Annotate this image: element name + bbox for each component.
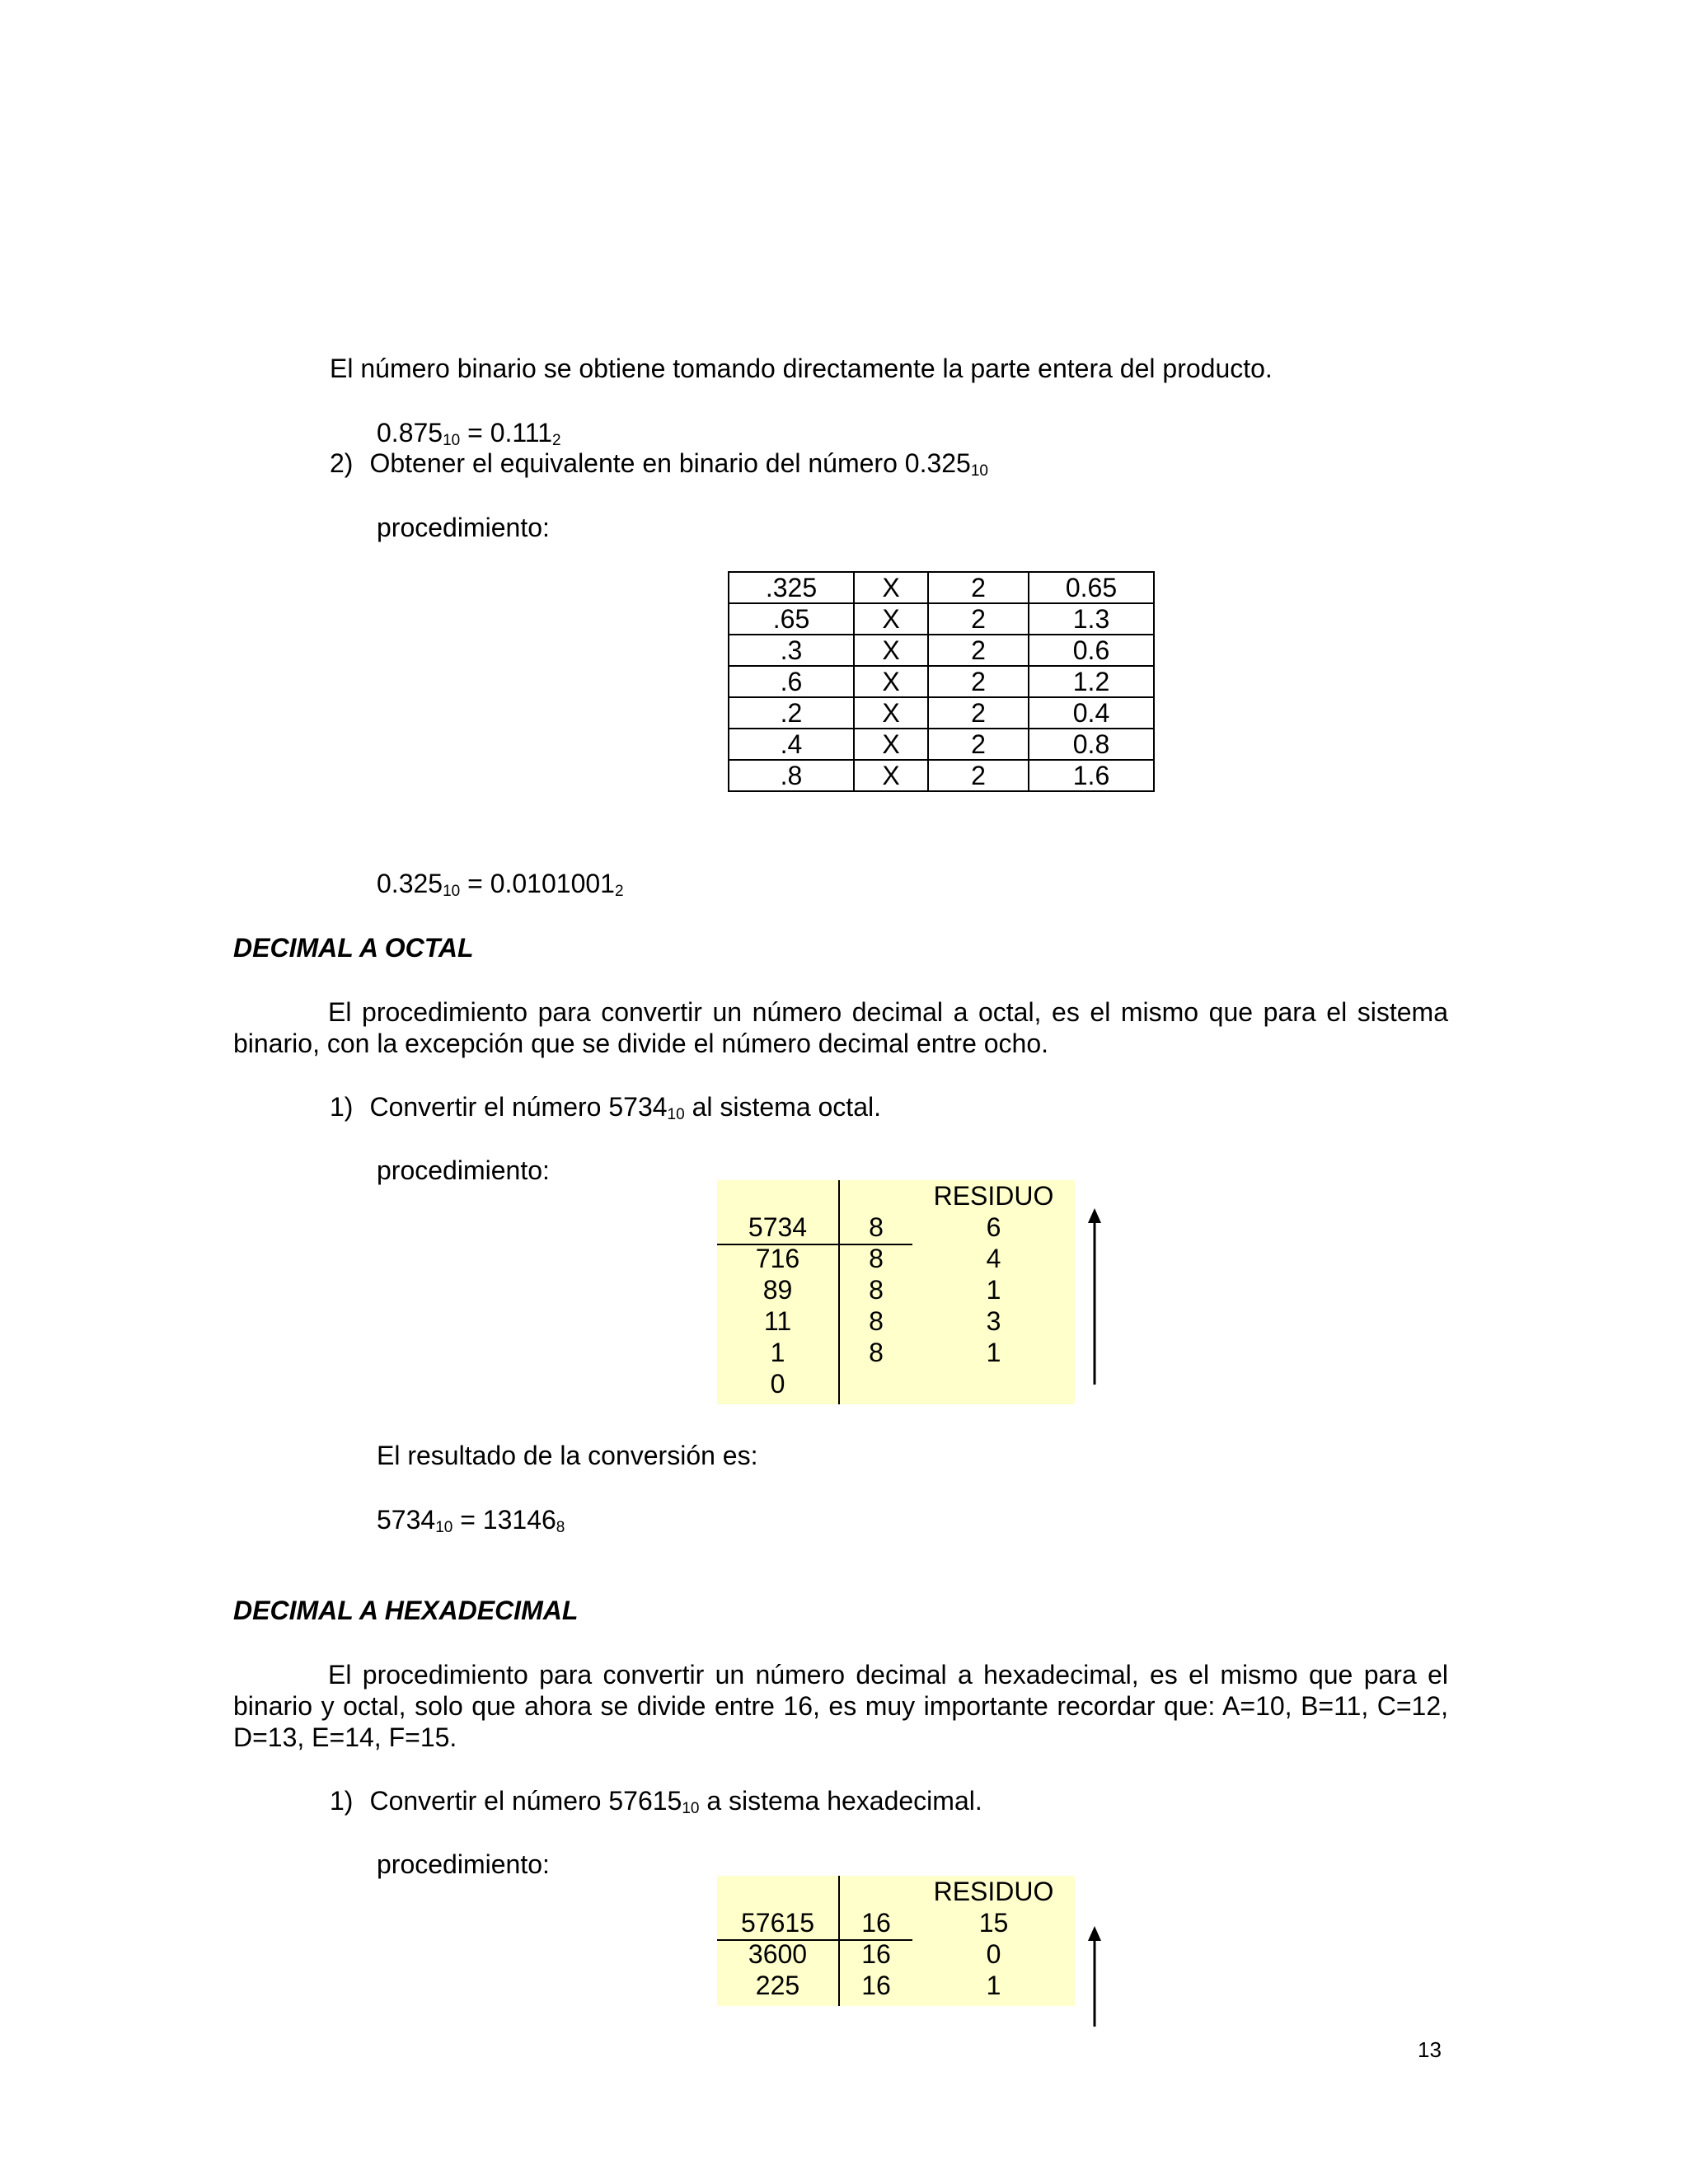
table-row	[729, 635, 1154, 666]
hex-paragraph: El procedimiento para convertir un número decimal a hexadecimal, es el mismo que para el binario y octal, solo que ahora se divide entre 16, es muy importante recordar que: A=10, B=11, C=12, D=13, E=14, F=15.	[233, 1660, 1448, 1752]
table-cell: 2	[928, 666, 1029, 697]
table-row	[729, 697, 1154, 729]
divisor-cell: 16	[861, 1939, 891, 1969]
table-cell: .325	[729, 572, 854, 603]
table-row	[729, 729, 1154, 760]
table-cell: 0.6	[1029, 635, 1154, 666]
table-cell: X	[854, 572, 928, 603]
residue-cell: 6	[986, 1212, 1001, 1242]
table-cell: X	[854, 760, 928, 791]
dividend-cell: 3600	[748, 1939, 808, 1969]
table-cell: 2	[928, 603, 1029, 635]
table-cell: X	[854, 603, 928, 635]
residue-cell: 1	[986, 1338, 1001, 1367]
section-heading-octal: DECIMAL A OCTAL	[233, 933, 474, 963]
residue-cell: 1	[986, 1971, 1001, 2000]
octal-procedure-label: procedimiento:	[377, 1155, 550, 1185]
hex-division-table	[717, 1876, 1075, 2006]
procedure-label: procedimiento:	[377, 513, 550, 542]
table-cell: 1.2	[1029, 666, 1154, 697]
residuo-header-row	[717, 1180, 1075, 1212]
table-cell: 2	[928, 635, 1029, 666]
table-cell: 0.4	[1029, 697, 1154, 729]
octal-result-label: El resultado de la conversión es:	[377, 1441, 758, 1470]
page-number: 13	[1418, 2037, 1442, 2062]
residuo-header: RESIDUO	[933, 1877, 1054, 1906]
table-row	[729, 666, 1154, 697]
division-row	[717, 1938, 1075, 1970]
division-row	[717, 1243, 1075, 1274]
table-row	[729, 603, 1154, 635]
table-cell: X	[854, 666, 928, 697]
table-cell: 0.8	[1029, 729, 1154, 760]
table-cell: .4	[729, 729, 854, 760]
division-row	[717, 1212, 1075, 1243]
table-cell: 2	[928, 729, 1029, 760]
residue-cell: 1	[986, 1275, 1001, 1305]
octal-paragraph: El procedimiento para convertir un número decimal a octal, es el mismo que para el sistema binario, con la excepción que se divide el número decimal entre ocho.	[233, 997, 1448, 1058]
residue-cell: 4	[986, 1244, 1001, 1273]
numbered-item-2: 2) Obtener el equivalente en binario del número $0.325_{10}$	[330, 448, 988, 480]
residue-cell: 15	[978, 1908, 1009, 1938]
upward-arrow-icon	[1086, 1926, 1103, 2028]
octal-division-table	[717, 1180, 1075, 1404]
division-row	[717, 1907, 1075, 1938]
table-cell: 1.3	[1029, 603, 1154, 635]
octal-result: $5734_{10} = 13146_8$	[377, 1505, 565, 1536]
divisor-cell: 8	[869, 1275, 884, 1305]
table-cell: 2	[928, 760, 1029, 791]
table-cell: X	[854, 729, 928, 760]
table-cell: .3	[729, 635, 854, 666]
table-cell: 2	[928, 697, 1029, 729]
division-row	[717, 1970, 1075, 2001]
table-row	[729, 572, 1154, 603]
dividend-cell: 5734	[748, 1212, 808, 1242]
table-cell: .65	[729, 603, 854, 635]
table-cell: 1.6	[1029, 760, 1154, 791]
division-row	[717, 1337, 1075, 1368]
divisor-cell: 16	[861, 1971, 891, 2000]
divisor-cell: 8	[869, 1244, 884, 1273]
result-binary-0325: $0.325_{10} = 0.0101001_2$	[377, 869, 624, 900]
divisor-cell: 8	[869, 1306, 884, 1336]
hex-item-1: 1) Convertir el número $57615_{10}$ a sistema hexadecimal.	[330, 1786, 982, 1817]
dividend-cell: 89	[762, 1275, 793, 1305]
section-heading-hex: DECIMAL A HEXADECIMAL	[233, 1596, 579, 1625]
dividend-cell: 11	[763, 1306, 792, 1336]
hex-procedure-label: procedimiento:	[377, 1849, 550, 1879]
upward-arrow-icon	[1086, 1208, 1103, 1386]
octal-item-1: 1) Convertir el número $5734_{10}$ al sistema octal.	[330, 1092, 881, 1123]
table-cell: .6	[729, 666, 854, 697]
residuo-header: RESIDUO	[933, 1181, 1054, 1211]
residue-cell: 0	[986, 1939, 1001, 1969]
dividend-cell: 1	[770, 1338, 785, 1367]
table-row	[729, 760, 1154, 791]
division-row	[717, 1305, 1075, 1337]
table-cell: 0.65	[1029, 572, 1154, 603]
table-cell: X	[854, 635, 928, 666]
result-binary-0875: $0.875_{10} = 0.111_2$	[377, 418, 561, 449]
division-row	[717, 1274, 1075, 1305]
divisor-cell: 8	[869, 1212, 884, 1242]
residue-cell: 3	[986, 1306, 1001, 1336]
divisor-cell: 8	[869, 1338, 884, 1367]
binary-multiplication-table	[728, 571, 1155, 792]
dividend-cell: 716	[755, 1244, 800, 1273]
division-row	[717, 1368, 1075, 1399]
intro-line: El número binario se obtiene tomando directamente la parte entera del producto.	[330, 354, 1273, 383]
table-cell: 2	[928, 572, 1029, 603]
dividend-cell: 57615	[741, 1908, 814, 1938]
dividend-cell: 225	[755, 1971, 800, 2000]
dividend-cell: 0	[770, 1369, 785, 1399]
table-cell: .8	[729, 760, 854, 791]
table-cell: .2	[729, 697, 854, 729]
table-cell: X	[854, 697, 928, 729]
divisor-cell: 16	[861, 1908, 891, 1938]
residuo-header-row	[717, 1876, 1075, 1907]
